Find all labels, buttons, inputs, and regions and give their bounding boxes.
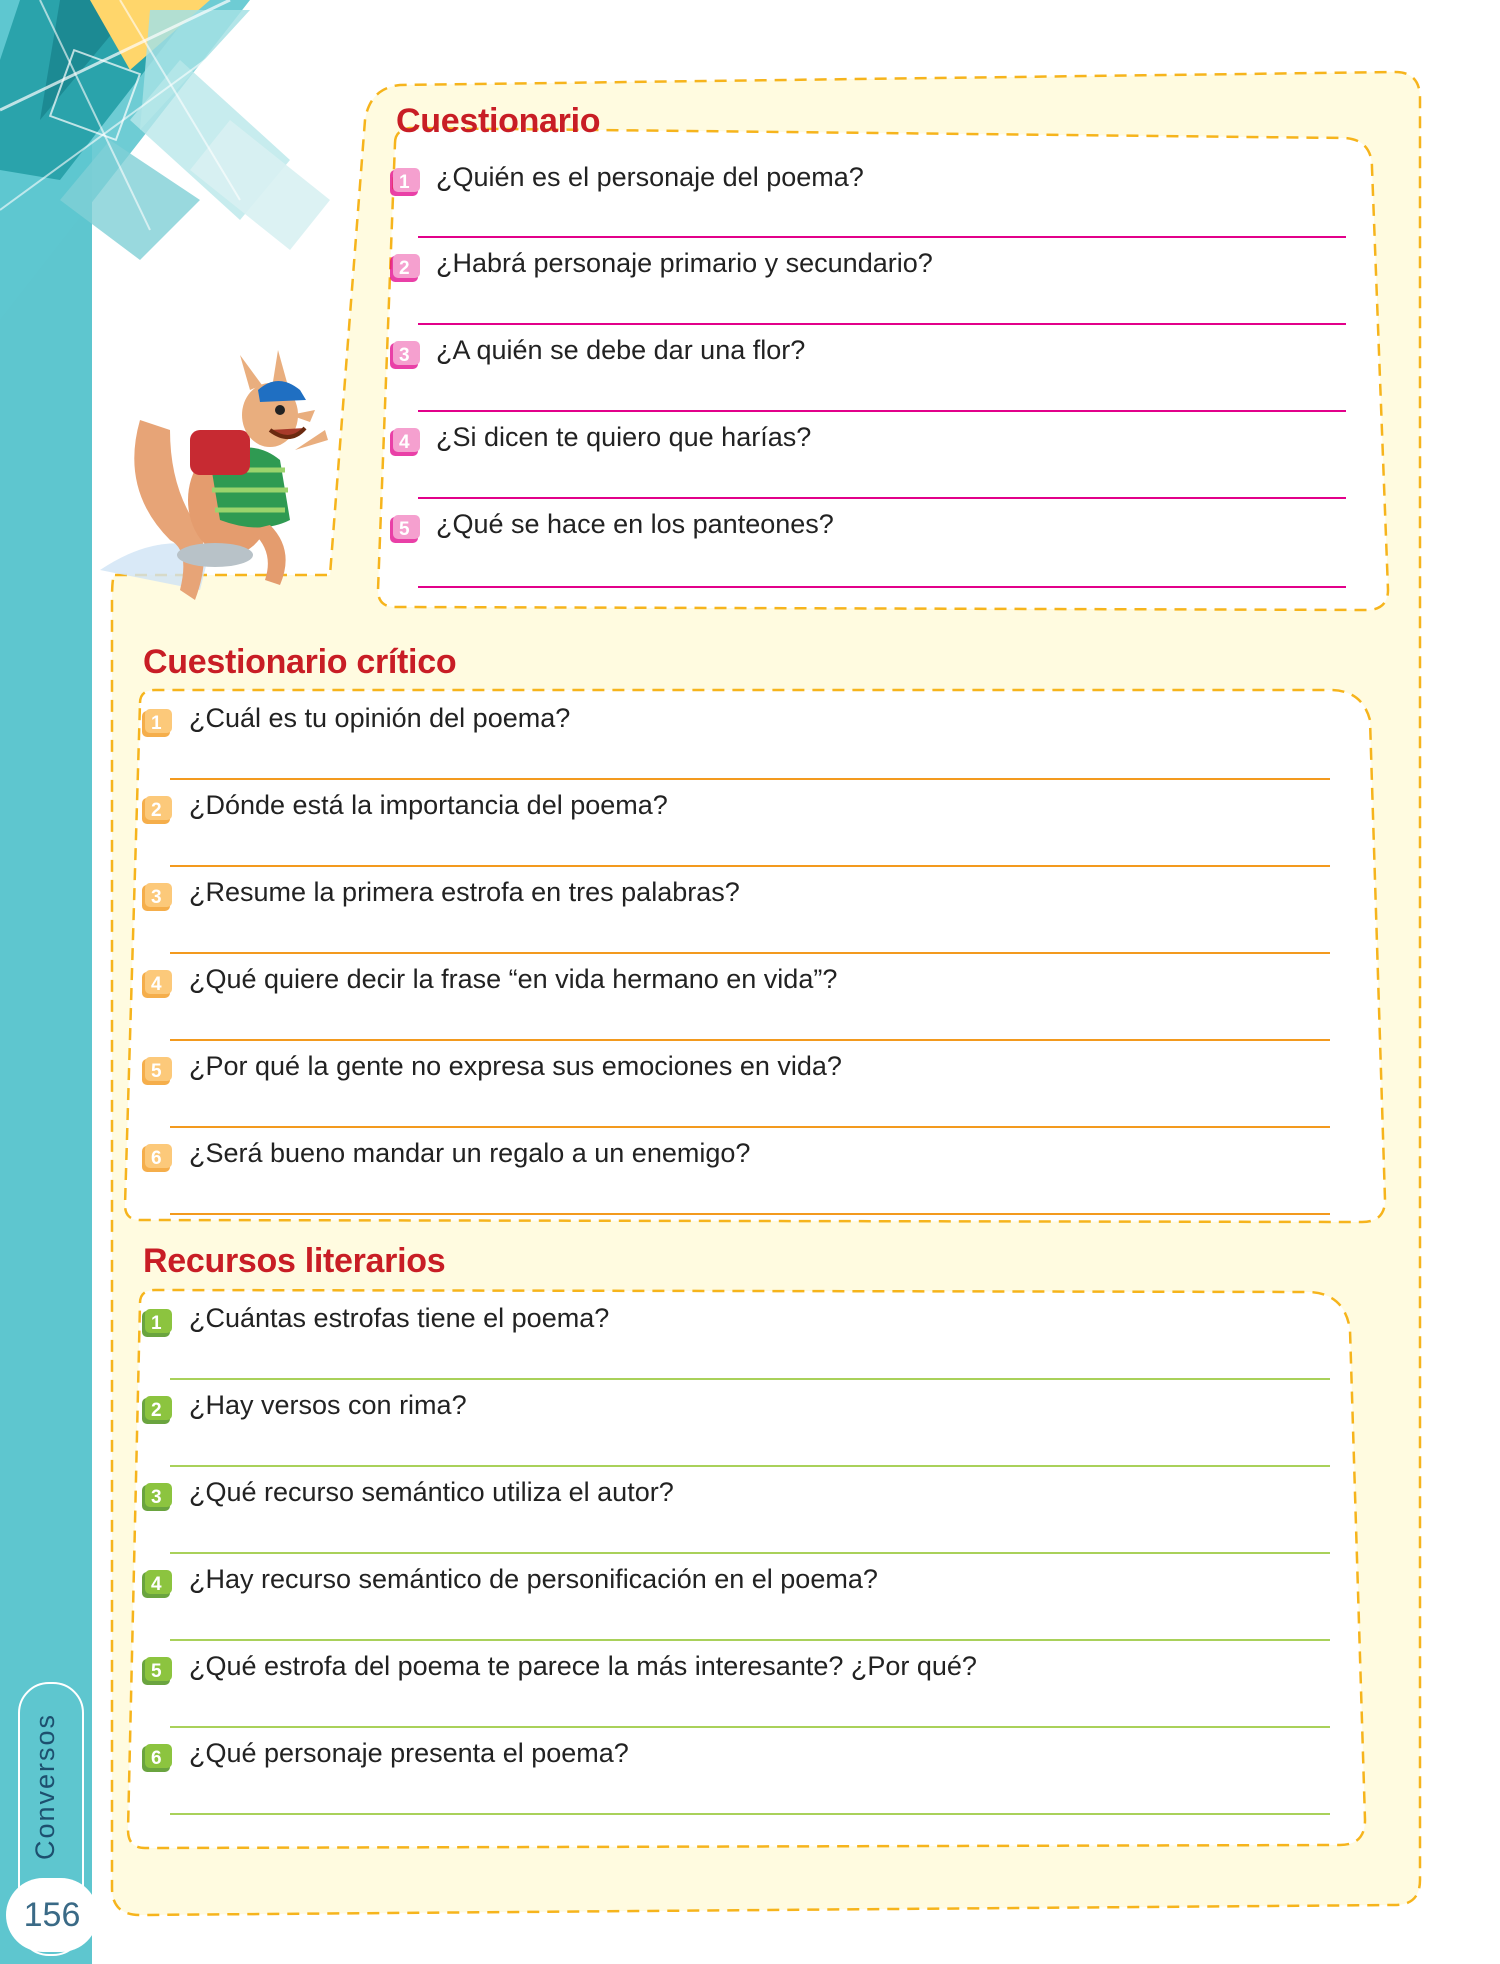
question-text: ¿Qué estrofa del poema te parece la más interesante? ¿Por qué? xyxy=(189,1651,977,1681)
question-number-badge: 5 xyxy=(142,1657,172,1685)
question-number-badge: 1 xyxy=(142,1309,172,1337)
question-text: ¿Si dicen te quiero que harías? xyxy=(436,422,812,452)
question-text: ¿Resume la primera estrofa en tres palabras? xyxy=(189,877,740,907)
question-text: ¿Qué recurso semántico utiliza el autor? xyxy=(189,1477,674,1507)
question-number-badge: 3 xyxy=(390,341,420,369)
section-title-recursos-literarios: Recursos literarios xyxy=(143,1242,446,1280)
answer-line[interactable] xyxy=(418,323,1346,325)
question-number-badge: 1 xyxy=(142,709,172,737)
section-title-cuestionario: Cuestionario xyxy=(396,102,601,140)
answer-line[interactable] xyxy=(170,1813,1330,1815)
question-number-badge: 4 xyxy=(142,970,172,998)
answer-line[interactable] xyxy=(170,1552,1330,1554)
answer-line[interactable] xyxy=(170,1213,1330,1215)
question-text: ¿Hay recurso semántico de personificación en el poema? xyxy=(189,1564,878,1594)
question-text: ¿A quién se debe dar una flor? xyxy=(436,335,806,365)
question-text: ¿Qué quiere decir la frase “en vida hermano en vida”? xyxy=(189,964,838,994)
question-number-badge: 5 xyxy=(390,515,420,543)
answer-line[interactable] xyxy=(170,1639,1330,1641)
question-number-badge: 2 xyxy=(142,796,172,824)
question-number-badge: 3 xyxy=(142,883,172,911)
answer-line[interactable] xyxy=(170,1378,1330,1380)
question-number-badge: 3 xyxy=(142,1483,172,1511)
answer-line[interactable] xyxy=(418,410,1346,412)
page-number: 156 xyxy=(6,1878,98,1952)
question-number-badge: 5 xyxy=(142,1057,172,1085)
question-text: ¿Cuántas estrofas tiene el poema? xyxy=(189,1303,610,1333)
question-text: ¿Hay versos con rima? xyxy=(189,1390,467,1420)
question-number-badge: 2 xyxy=(390,254,420,282)
answer-line[interactable] xyxy=(170,952,1330,954)
kangaroo-mascot-icon xyxy=(100,350,380,620)
question-text: ¿Cuál es tu opinión del poema? xyxy=(189,703,571,733)
question-text: ¿Qué se hace en los panteones? xyxy=(436,509,834,539)
question-text: ¿Quién es el personaje del poema? xyxy=(436,162,864,192)
question-number-badge: 1 xyxy=(390,168,420,196)
question-text: ¿Habrá personaje primario y secundario? xyxy=(436,248,933,278)
question-text: ¿Por qué la gente no expresa sus emociones en vida? xyxy=(189,1051,842,1081)
answer-line[interactable] xyxy=(170,1465,1330,1467)
question-number-badge: 4 xyxy=(390,428,420,456)
answer-line[interactable] xyxy=(418,497,1346,499)
question-number-badge: 6 xyxy=(142,1744,172,1772)
question-number-badge: 2 xyxy=(142,1396,172,1424)
answer-line[interactable] xyxy=(170,865,1330,867)
answer-line[interactable] xyxy=(170,778,1330,780)
question-text: ¿Será bueno mandar un regalo a un enemigo? xyxy=(189,1138,751,1168)
brand-label: Conversos xyxy=(30,1712,60,1860)
answer-line[interactable] xyxy=(170,1726,1330,1728)
question-text: ¿Dónde está la importancia del poema? xyxy=(189,790,668,820)
question-number-badge: 4 xyxy=(142,1570,172,1598)
question-number-badge: 6 xyxy=(142,1144,172,1172)
answer-line[interactable] xyxy=(170,1126,1330,1128)
answer-line[interactable] xyxy=(418,586,1346,588)
section-title-cuestionario-critico: Cuestionario crítico xyxy=(143,643,457,681)
answer-line[interactable] xyxy=(418,236,1346,238)
question-text: ¿Qué personaje presenta el poema? xyxy=(189,1738,629,1768)
answer-line[interactable] xyxy=(170,1039,1330,1041)
